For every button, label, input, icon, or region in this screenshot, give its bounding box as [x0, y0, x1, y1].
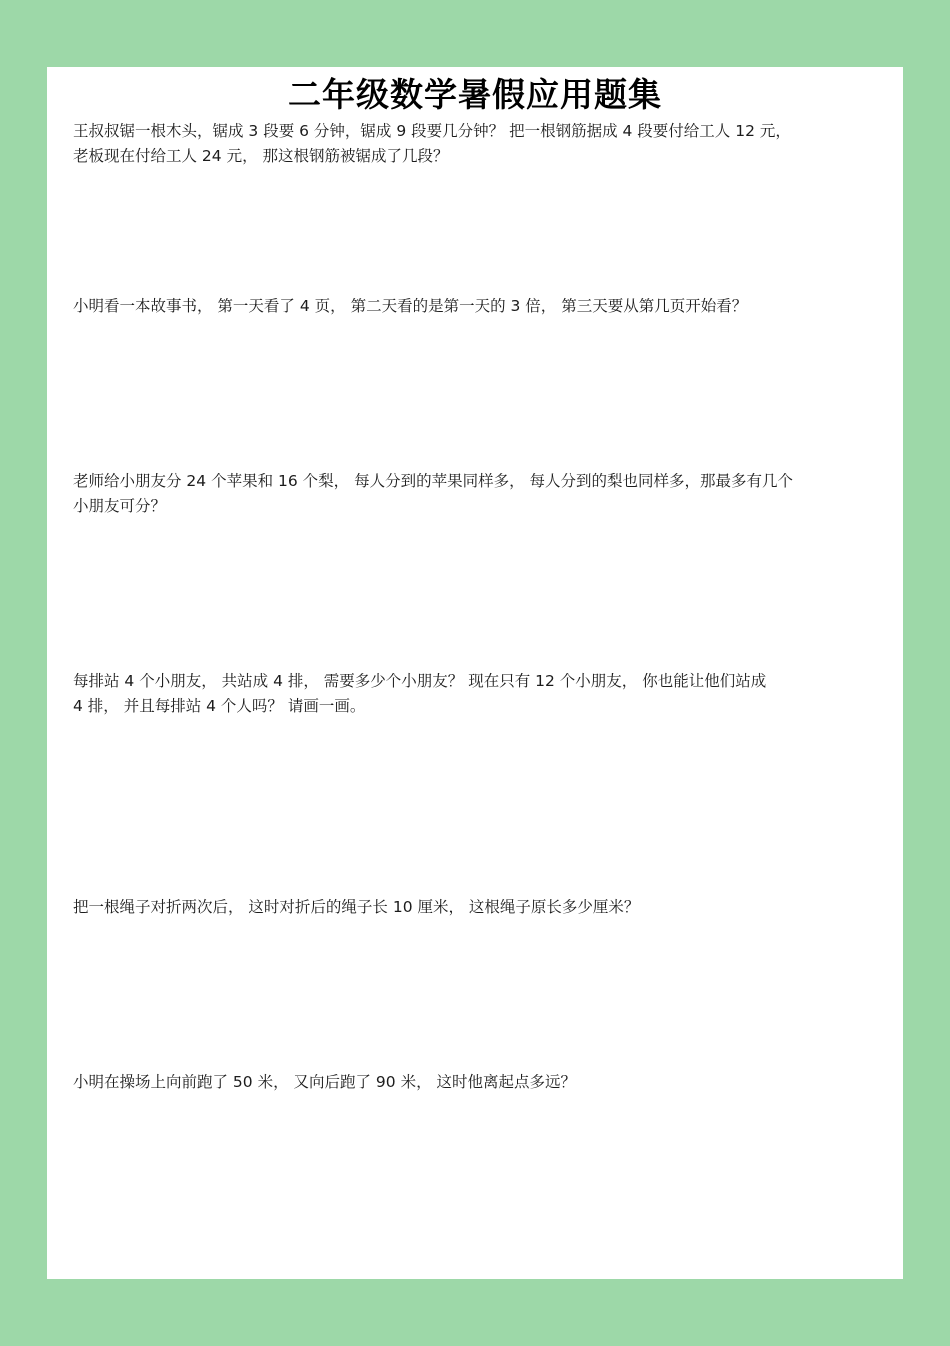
question-4-line-1: 每排站 4 个小朋友， 共站成 4 排， 需要多少个小朋友？ 现在只有 12 个小朋友， 你也能让他们站成 — [73, 672, 767, 690]
question-1-line-2: 老板现在付给工人 24 元， 那这根钢筋被锯成了几段？ — [73, 147, 449, 165]
question-4-line-2: 4 排， 并且每排站 4 个人吗？ 请画一画。 — [73, 697, 366, 715]
question-1-line-1: 王叔叔锯一根木头，锯成 3 段要 6 分钟，锯成 9 段要几分钟？ 把一根钢筋据成 4 段要付给工人 12 元， — [73, 122, 791, 140]
question-3-line-2: 小朋友可分？ — [73, 497, 167, 515]
question-3-line-1: 老师给小朋友分 24 个苹果和 16 个梨， 每人分到的苹果同样多， 每人分到的梨也同样多，那最多有几个 — [73, 472, 794, 490]
question-4 — [73, 669, 879, 719]
question-1 — [73, 119, 879, 169]
worksheet-page — [47, 67, 903, 1279]
question-5-line-1: 把一根绳子对折两次后， 这时对折后的绳子长 10 厘米， 这根绳子原长多少厘米？ — [73, 898, 640, 916]
question-6-line-1: 小明在操场上向前跑了 50 米， 又向后跑了 90 米， 这时他离起点多远？ — [73, 1073, 577, 1091]
question-2 — [73, 294, 879, 319]
question-2-line-1: 小明看一本故事书， 第一天看了 4 页， 第二天看的是第一天的 3 倍， 第三天要从第几页开始看？ — [73, 297, 748, 315]
question-5 — [73, 895, 879, 920]
question-6 — [73, 1070, 879, 1095]
question-3 — [73, 469, 879, 519]
worksheet-title: 二年级数学暑假应用题集 — [288, 75, 662, 114]
